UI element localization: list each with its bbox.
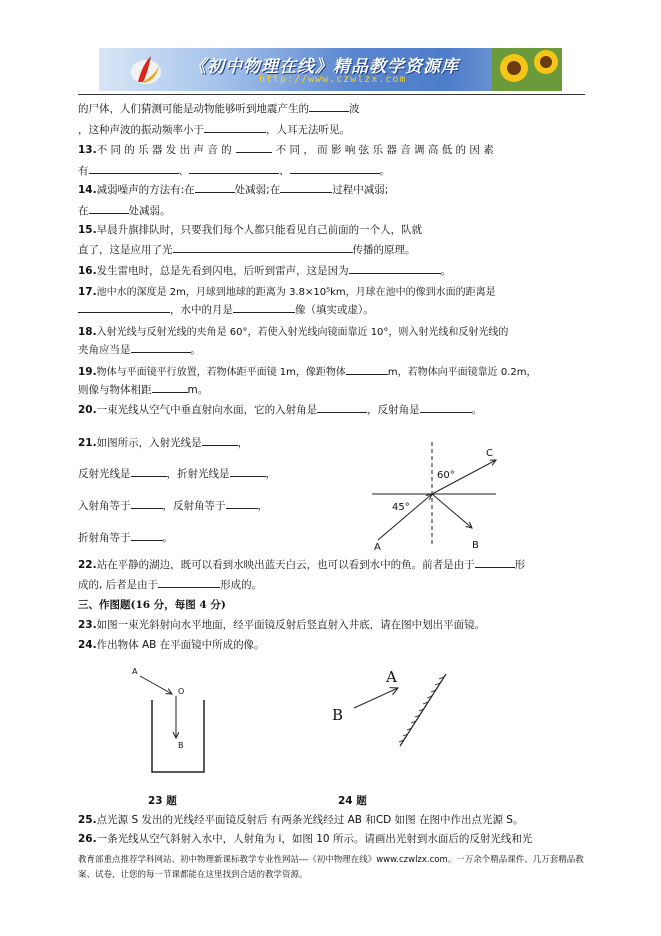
- question-15-line2: 直了，这是应用了光 传播的原理。: [78, 244, 416, 256]
- answer-blank[interactable]: [158, 577, 220, 588]
- question-17: 17.池中水的深度是 2m，月球到地球的距离为 3.8×10⁵km，月球在池中的像到水面的距离是: [78, 286, 496, 298]
- answer-blank[interactable]: [78, 302, 170, 313]
- label-c: C: [486, 448, 493, 459]
- question-18: 18.入射光线与反射光线的夹角是 60°，若使入射光线向镜面靠近 10°，则入射光线和反射光线的: [78, 326, 509, 338]
- question-21: 21.如图所示，入射光线是 ，: [78, 437, 249, 449]
- question-number: 16.: [78, 265, 97, 277]
- question-number: 13.: [78, 144, 97, 156]
- answer-blank[interactable]: [346, 364, 388, 375]
- question-number: 15.: [78, 224, 97, 236]
- answer-blank[interactable]: [131, 498, 163, 509]
- figure-24-caption: 24 题: [338, 795, 367, 807]
- label-a: A: [374, 542, 381, 552]
- ray-b: [432, 494, 472, 528]
- question-14-line2: 在 处减弱。: [78, 205, 171, 217]
- question-19-line2: 则像与物体相距 m。: [78, 384, 209, 396]
- question-16: 16.发生雷电时，总是先看到闪电，后听到雷声，这是因为 。: [78, 265, 452, 277]
- answer-blank[interactable]: [420, 402, 472, 413]
- question-14: 14.减弱噪声的方法有:在 处减弱;在 过程中减弱;: [78, 184, 389, 196]
- incident-ray: [140, 676, 172, 694]
- figure-21-refraction-diagram: [368, 440, 508, 552]
- question-22-line2: 成的, 后者是由于 形成的。: [78, 579, 263, 591]
- answer-blank[interactable]: [475, 557, 515, 568]
- figure-24-mirror-diagram: [328, 662, 452, 756]
- footer-note: 教育部重点推荐学科网站、初中物理新课标教学专业性网站---《初中物理在线》www.czwlzx.com。一万余个精品课件、几万套精品教案、试卷，让您的每一节课都能在这里找到合适的教学资源。: [78, 855, 584, 880]
- question-15: 15.早晨升旗排队时，只要我们每个人都只能看见自己前面的一个人，队就: [78, 224, 423, 236]
- angle-45-label: 45°: [392, 502, 410, 513]
- question-18-line2: 夹角应当是 。: [78, 344, 201, 356]
- answer-blank[interactable]: [89, 163, 179, 174]
- label-a: A: [132, 667, 138, 676]
- question-number: 17.: [78, 286, 97, 298]
- answer-blank[interactable]: [233, 302, 295, 313]
- answer-blank[interactable]: [280, 182, 332, 193]
- answer-blank[interactable]: [202, 435, 238, 446]
- question-19: 19.物体与平面镜平行放置，若物体距平面镜 1m，像距物体 m，若物体向平面镜靠近 0.2m，: [78, 366, 537, 378]
- answer-blank[interactable]: [317, 402, 367, 413]
- label-a: A: [386, 668, 397, 686]
- label-b: B: [178, 741, 184, 750]
- answer-blank[interactable]: [131, 530, 163, 541]
- sunflower-icon: [492, 48, 562, 91]
- question-number: 18.: [78, 326, 97, 338]
- answer-blank[interactable]: [131, 466, 167, 477]
- header-url[interactable]: http://www.czwlzx.com: [259, 74, 407, 85]
- figure-23-caption: 23 题: [148, 795, 177, 807]
- question-21-line3: 入射角等于 ，反射角等于 ，: [78, 500, 268, 512]
- q12-text: 的尸体，人们猜测可能是动物能够听到地震产生的: [78, 103, 309, 115]
- question-13: 13.不 同 的 乐 器 发 出 声 音 的 不 同 ， 而 影 响 弦 乐 器 音 调 高 低 的 因 素: [78, 144, 494, 156]
- question-number: 23.: [78, 619, 97, 631]
- question-12: 的尸体，人们猜测可能是动物能够听到地震产生的 波: [78, 103, 360, 115]
- label-o: O: [178, 687, 185, 696]
- section-3-title: 三、作图题(16 分，每图 4 分): [78, 599, 226, 611]
- question-17-line2: ，水中的月是 像（填实或虚）。: [78, 302, 374, 317]
- question-24: 24.作出物体 AB 在平面镜中所成的像。: [78, 639, 265, 651]
- question-number: 20.: [78, 404, 97, 416]
- answer-blank[interactable]: [195, 182, 235, 193]
- answer-blank[interactable]: [173, 242, 353, 253]
- header-banner: [99, 48, 562, 91]
- label-b: B: [332, 706, 344, 724]
- ray-a: [378, 494, 432, 540]
- question-20: 20.一束光线从空气中垂直射向水面，它的入射角是 ，反射角是 。: [78, 404, 483, 416]
- answer-blank[interactable]: [349, 263, 441, 274]
- angle-60-label: 60°: [437, 470, 455, 481]
- figure-23-well-diagram: [128, 662, 208, 774]
- question-21-line4: 折射角等于 。: [78, 532, 173, 544]
- question-26: 26.一条光线从空气斜射入水中，人射角为 i，如图 10 所示。请画出光射到水面后的反射光线和光: [78, 833, 533, 845]
- question-23: 23.如图一束光斜射向水平地面，经平面镜反射后竖直射入井底，请在图中划出平面镜。: [78, 619, 486, 631]
- answer-blank[interactable]: [204, 122, 266, 133]
- question-12-line2: ，这种声波的振动频率小于 ，人耳无法听见。: [78, 124, 350, 136]
- answer-blank[interactable]: [309, 101, 349, 112]
- answer-blank[interactable]: [290, 163, 380, 174]
- object-ab: [354, 688, 398, 708]
- well-walls: [152, 700, 204, 772]
- label-b: B: [472, 540, 479, 551]
- question-number: 26.: [78, 833, 97, 845]
- header-title: 《初中物理在线》精品教学资源库: [189, 57, 459, 77]
- logo-icon: [129, 52, 163, 88]
- answer-blank[interactable]: [226, 498, 258, 509]
- answer-blank[interactable]: [236, 142, 272, 153]
- question-number: 24.: [78, 639, 97, 651]
- question-number: 25.: [78, 814, 97, 826]
- question-number: 19.: [78, 366, 97, 378]
- header-rule: [78, 94, 585, 95]
- question-21-line2: 反射光线是 ，折射光线是 ，: [78, 468, 276, 480]
- question-number: 14.: [78, 184, 97, 196]
- answer-blank[interactable]: [89, 203, 129, 214]
- answer-blank[interactable]: [131, 342, 191, 353]
- answer-blank[interactable]: [230, 466, 266, 477]
- answer-blank[interactable]: [189, 163, 279, 174]
- question-number: 22.: [78, 559, 97, 571]
- answer-blank[interactable]: [152, 382, 188, 393]
- question-25: 25.点光源 S 发出的光线经平面镜反射后 有两条光线经过 AB 和CD 如图 在图中作出点光源 S。: [78, 814, 524, 826]
- question-13-line2: 有 、 、 。: [78, 165, 390, 177]
- plane-mirror: [400, 674, 446, 746]
- question-number: 21.: [78, 437, 97, 449]
- question-22: 22.站在平静的湖边，既可以看到水映出蓝天白云，也可以看到水中的鱼。前者是由于 形: [78, 559, 526, 571]
